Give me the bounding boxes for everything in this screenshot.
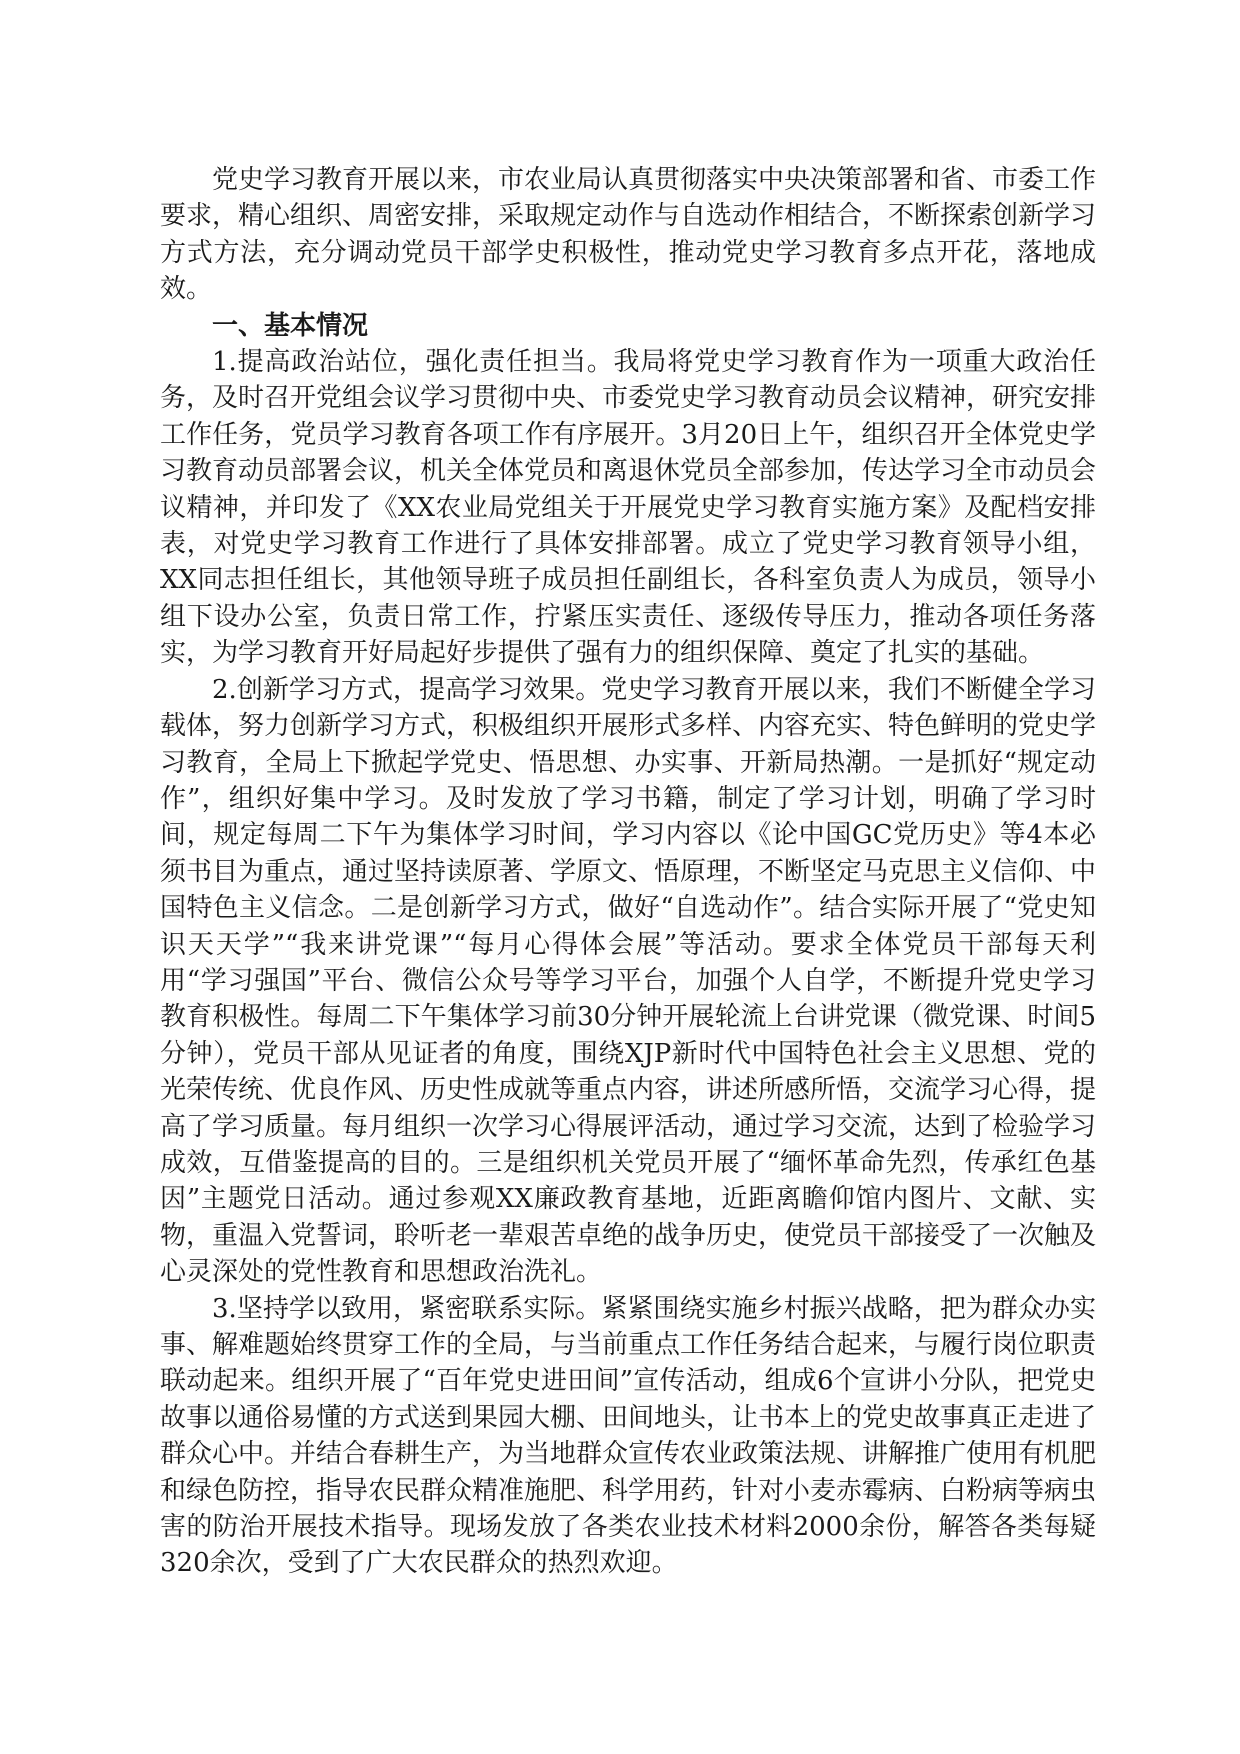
intro-paragraph: 党史学习教育开展以来，市农业局认真贯彻落实中央决策部署和省、市委工作要求，精心组织、周密安排，采取规定动作与自选动作相结合，不断探索创新学习方式方法，充分调动党员干部学史积极性，推动党史学习教育多点开花，落地成效。 (160, 165, 1097, 305)
paragraph-3: 3.坚持学以致用，紧密联系实际。紧紧围绕实施乡村振兴战略，把为群众办实事、解难题始终贯穿工作的全局，与当前重点工作任务结合起来，与履行岗位职责联动起来。组织开展了“百年党史进田间”宣传活动，组成6个宣讲小分队，把党史故事以通俗易懂的方式送到果园大棚、田间地头，让书本上的党史故事真正走进了群众心中。并结合春耕生产，为当地群众宣传农业政策法规、讲解推广使用有机肥和绿色防控，指导农民群众精准施肥、科学用药，针对小麦赤霉病、白粉病等病虫害的防治开展技术指导。现场发放了各类农业技术材料2000余份，解答各类每疑320余次，受到了广大农民群众的热烈欢迎。 (160, 1293, 1097, 1579)
paragraph-1: 1.提高政治站位，强化责任担当。我局将党史学习教育作为一项重大政治任务，及时召开党组会议学习贯彻中央、市委党史学习教育动员会议精神，研究安排工作任务，党员学习教育各项工作有序展开。3月20日上午，组织召开全体党史学习教育动员部署会议，机关全体党员和离退休党员全部参加，传达学习全市动员会议精神，并印发了《XX农业局党组关于开展党史学习教育实施方案》及配档安排表，对党史学习教育工作进行了具体安排部署。成立了党史学习教育领导小组，XX同志担任组长，其他领导班子成员担任副组长，各科室负责人为成员，领导小组下设办公室，负责日常工作，拧紧压实责任、逐级传导压力，推动各项任务落实，为学习教育开好局起好步提供了强有力的组织保障、奠定了扎实的基础。 (160, 347, 1097, 669)
section-heading: 一、基本情况 (212, 310, 369, 341)
document-body (160, 162, 1096, 1582)
paragraph-2: 2.创新学习方式，提高学习效果。党史学习教育开展以来，我们不断健全学习载体，努力创新学习方式，积极组织开展形式多样、内容充实、特色鲜明的党史学习教育，全局上下掀起学党史、悟思想、办实事、开新局热潮。一是抓好“规定动作”，组织好集中学习。及时发放了学习书籍，制定了学习计划，明确了学习时间，规定每周二下午为集体学习时间，学习内容以《论中国GC党历史》等4本必须书目为重点，通过坚持读原著、学原文、悟原理，不断坚定马克思主义信仰、中国特色主义信念。二是创新学习方式，做好“自选动作”。结合实际开展了“党史知识天天学”“我来讲党课”“每月心得体会展”等活动。要求全体党员干部每天利用“学习强国”平台、微信公众号等学习平台，加强个人自学，不断提升党史学习教育积极性。每周二下午集体学习前30分钟开展轮流上台讲党课（微党课、时间5分钟），党员干部从见证者的角度，围绕XJP新时代中国特色社会主义思想、党的光荣传统、优良作风、历史性成就等重点内容，讲述所感所悟，交流学习心得，提高了学习质量。每月组织一次学习心得展评活动，通过学习交流，达到了检验学习成效，互借鉴提高的目的。三是组织机关党员开展了“缅怀革命先烈，传承红色基因”主题党日活动。通过参观XX廉政教育基地，近距离瞻仰馆内图片、文献、实物，重温入党誓词，聆听老一辈艰苦卓绝的战争历史，使党员干部接受了一次触及心灵深处的党性教育和思想政治洗礼。 (160, 674, 1097, 1288)
